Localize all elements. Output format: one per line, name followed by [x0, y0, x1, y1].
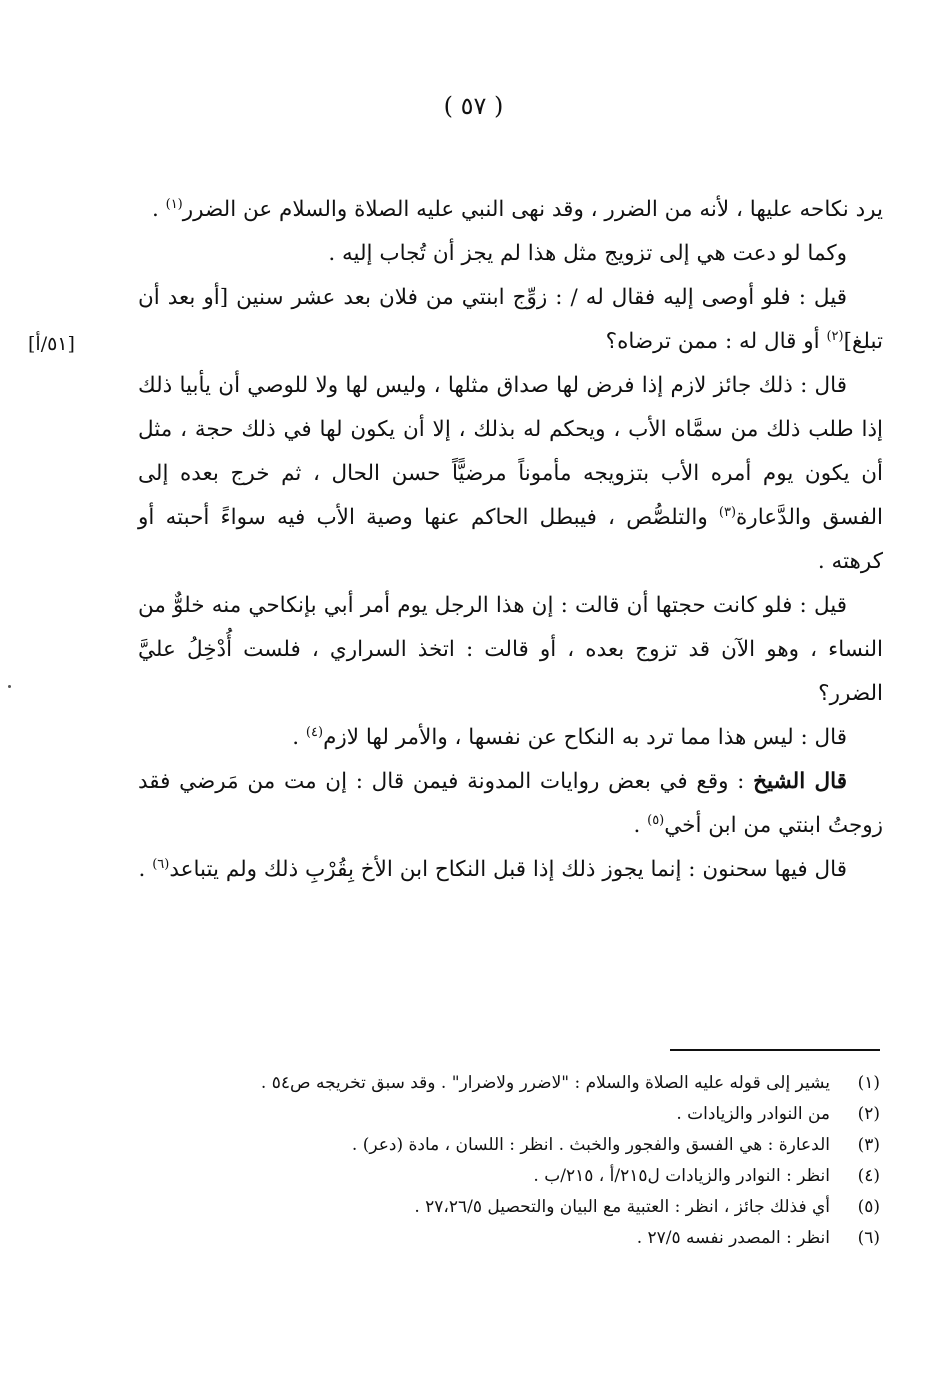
page-number: ( ٥٧ ) [443, 92, 504, 120]
manuscript-folio-marker: [٥١/أ] [28, 333, 75, 355]
footnote-item [160, 1068, 880, 1099]
paragraph-text: . [151, 197, 166, 222]
paragraph [138, 716, 883, 760]
margin-dot [8, 685, 11, 688]
paragraph-text: قال : ليس هذا مما ترد به النكاح عن نفسها ، والأمر لها لازم [323, 725, 847, 750]
paragraph [138, 188, 883, 232]
footnote-number: (٣) [857, 1135, 880, 1155]
paragraph-text: وكما لو دعت هي إلى تزويج مثل هذا لم يجز أن تُجاب إليه . [328, 241, 847, 266]
footnotes-section [160, 1068, 880, 1254]
paragraph [138, 848, 883, 892]
paragraph [138, 276, 883, 364]
paragraph-text: : وقع في بعض روايات المدونة فيمن قال : إن مت من مَرضي فقد زوجتُ ابنتي من ابن أخي [138, 769, 883, 838]
footnote-text: انظر : المصدر نفسه ٢٧/٥ . [636, 1228, 830, 1248]
footnote-reference: (٢) [826, 328, 844, 344]
footnote-text: من النوادر والزيادات . [676, 1104, 830, 1124]
footnote-reference: (١) [165, 196, 183, 212]
main-text-body [138, 188, 883, 892]
footnote-item [160, 1099, 880, 1130]
paragraph-text: . [633, 813, 648, 838]
paragraph [138, 584, 883, 716]
footnote-text: الدعارة : هي الفسق والفجور والخبث . انظر : اللسان ، مادة (دعر) . [351, 1135, 830, 1155]
paragraph-text: قال فيها سحنون : إنما يجوز ذلك إذا قبل النكاح ابن الأخ بِقُرْبِ ذلك ولم يتباعد [169, 857, 847, 882]
paragraph [138, 232, 883, 276]
paragraph-text: أو قال له : ممن ترضاه؟ [605, 329, 827, 354]
paragraph [138, 364, 883, 584]
paragraph [138, 760, 883, 848]
paragraph-text: . [138, 857, 153, 882]
footnote-item [160, 1192, 880, 1223]
paragraph-text: قيل : فلو كانت حجتها أن قالت : إن هذا الرجل يوم أمر أبي بإنكاحي منه خلوٌّ من النساء ، وهو الآن قد تزوج بعده ، أو قالت : اتخذ السراري ، فلست أُدْخِلُ عليَّ الضرر؟ [138, 593, 883, 706]
footnote-number: (٦) [857, 1228, 880, 1248]
footnote-reference: (٣) [718, 504, 737, 520]
paragraph-text: قيل : فلو أوصى إليه فقال له / : زوِّج ابنتي من فلان بعد عشر سنين [أو بعد أن تبلغ] [138, 285, 883, 354]
footnote-reference: (٤) [305, 724, 324, 740]
footnote-reference: (٥) [647, 812, 665, 828]
footnote-item [160, 1161, 880, 1192]
footnote-reference: (٦) [152, 856, 170, 872]
footnote-number: (٢) [857, 1104, 880, 1124]
speaker-label: قال الشيخ [753, 769, 847, 794]
footnote-separator [670, 1049, 880, 1051]
footnote-text: انظر : النوادر والزيادات ل٢١٥/أ ، ٢١٥/ب . [533, 1166, 830, 1186]
paragraph-text: . [292, 725, 306, 750]
footnote-number: (١) [857, 1073, 880, 1093]
footnote-item [160, 1223, 880, 1254]
paragraph-text: والتلصُّص ، فيبطل الحاكم عنها وصية الأب فيه سواءً أحبته أو كرهته . [138, 505, 883, 574]
paragraph-text: قال : ذلك جائز لازم إذا فرض لها صداق مثلها ، وليس لها ولا للوصي أن يأبيا ذلك إذا طلب ذلك من سمَّاه الأب ، ويحكم له بذلك ، إلا أن يكون لها في ذلك حجة ، مثل أن يكون يوم أمره الأب بتزويجه مأموناً مرضيًّاً حسن الحال ، ثم خرج بعده إلى الفسق والدَّعارة [138, 373, 883, 530]
footnote-number: (٤) [857, 1166, 880, 1186]
footnote-text: أي فذلك جائز ، انظر : العتبية مع البيان والتحصيل ٢٧،٢٦/٥ . [414, 1197, 830, 1217]
footnote-number: (٥) [857, 1197, 880, 1217]
paragraph-text: يرد نكاحه عليها ، لأنه من الضرر ، وقد نهى النبي عليه الصلاة والسلام عن الضرر [182, 197, 883, 222]
footnote-item [160, 1130, 880, 1161]
footnote-text: يشير إلى قوله عليه الصلاة والسلام : "لاضرر ولاضرار" . وقد سبق تخريجه ص٥٤ . [260, 1073, 830, 1093]
